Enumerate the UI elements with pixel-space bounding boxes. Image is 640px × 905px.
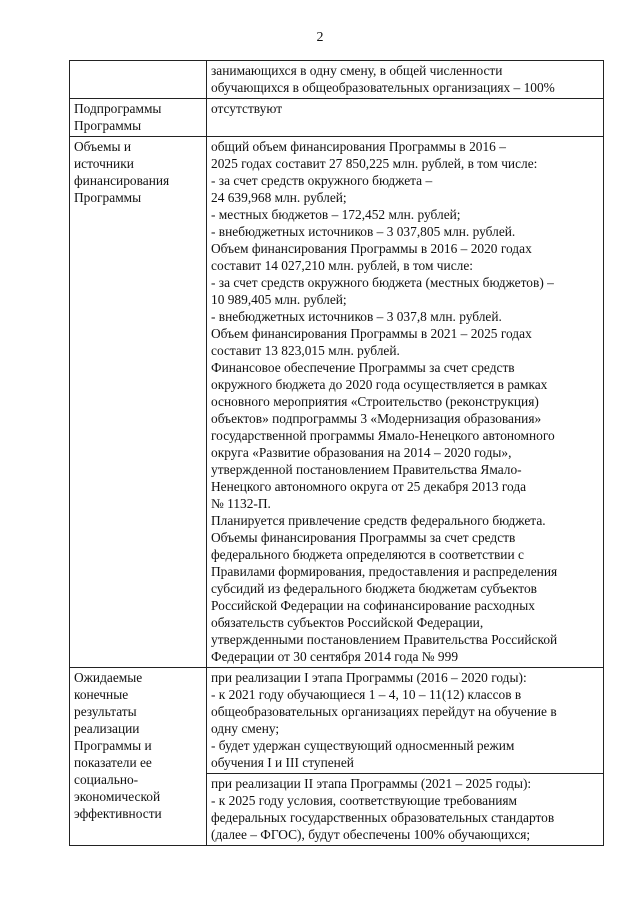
label-line: источники (74, 156, 134, 171)
passport-table (69, 60, 604, 846)
text-line: обязательств субъектов Российской Федерации, (211, 615, 484, 630)
text-line: - к 2021 году обучающиеся 1 – 4, 10 – 11(12) классов в (211, 687, 522, 702)
text-line: Ненецкого автономного округа от 25 декабря 2013 года (211, 479, 527, 494)
text-line: обучения I и III ступеней (211, 755, 354, 770)
label-line: социально- (74, 772, 139, 787)
text-line: утвержденной постановлением Правительства Ямало- (211, 462, 522, 477)
text-line: объектов» подпрограммы 3 «Модернизация образования» (211, 411, 542, 426)
label-line: Подпрограммы (74, 101, 162, 116)
text-line: 10 989,405 млн. рублей; (211, 292, 347, 307)
text-line: (далее – ФГОС), будут обеспечены 100% обучающихся; (211, 827, 531, 842)
text-line: общеобразовательных организациях перейдут на обучение в (211, 704, 557, 719)
text-line: Объемы финансирования Программы за счет средств (211, 530, 516, 545)
row-label-cell (70, 137, 207, 668)
text-line: отсутствуют (211, 101, 283, 116)
text-line: Планируется привлечение средств федерального бюджета. (211, 513, 546, 528)
table-row (70, 668, 604, 774)
row-label-cell (70, 61, 207, 99)
text-line: 24 639,968 млн. рублей; (211, 190, 347, 205)
table-row (70, 137, 604, 668)
row-label-cell (70, 99, 207, 137)
label-line: Программы (74, 190, 142, 205)
text-line: Федерации от 30 сентября 2014 года № 999 (211, 649, 459, 664)
text-line: - за счет средств окружного бюджета – (211, 173, 433, 188)
text-line: Российской Федерации на софинансирование расходных (211, 598, 535, 613)
text-line: - местных бюджетов – 172,452 млн. рублей; (211, 207, 461, 222)
label-line: Программы и (74, 738, 152, 753)
text-line: - будет удержан существующий односменный режим (211, 738, 515, 753)
text-line: одну смену; (211, 721, 280, 736)
label-line: результаты (74, 704, 137, 719)
text-line: Объем финансирования Программы в 2016 – 2020 годах (211, 241, 532, 256)
row-content-cell (207, 61, 604, 99)
text-line: № 1132-П. (211, 496, 271, 511)
label-line: эффективности (74, 806, 162, 821)
label-line: Программы (74, 118, 142, 133)
table-row (70, 99, 604, 137)
text-line: занимающихся в одну смену, в общей численности (211, 63, 503, 78)
label-line: финансирования (74, 173, 170, 188)
text-line: - к 2025 году условия, соответствующие требованиям (211, 793, 518, 808)
text-line: при реализации II этапа Программы (2021 – 2025 годы): (211, 776, 532, 791)
label-line: Ожидаемые (74, 670, 143, 685)
text-line: 2025 годах составит 27 850,225 млн. рублей, в том числе: (211, 156, 538, 171)
text-line: федеральных государственных образовательных стандартов (211, 810, 555, 825)
text-line: утвержденными постановлением Правительства Российской (211, 632, 558, 647)
table-row (70, 61, 604, 99)
text-line: - за счет средств окружного бюджета (местных бюджетов) – (211, 275, 554, 290)
text-line: составит 14 027,210 млн. рублей, в том числе: (211, 258, 473, 273)
text-line: составит 13 823,015 млн. рублей. (211, 343, 400, 358)
text-line: - внебюджетных источников – 3 037,805 млн. рублей. (211, 224, 516, 239)
text-line: общий объем финансирования Программы в 2016 – (211, 139, 506, 154)
text-line: Финансовое обеспечение Программы за счет средств (211, 360, 515, 375)
text-line: - внебюджетных источников – 3 037,8 млн. рублей. (211, 309, 502, 324)
label-line: Объемы и (74, 139, 132, 154)
text-line: Объем финансирования Программы в 2021 – 2025 годах (211, 326, 532, 341)
text-line: федерального бюджета определяются в соответствии с (211, 547, 524, 562)
label-line: реализации (74, 721, 140, 736)
text-line: при реализации I этапа Программы (2016 – 2020 годы): (211, 670, 527, 685)
label-line: конечные (74, 687, 129, 702)
row-content-cell (207, 137, 604, 668)
row-content-cell (207, 99, 604, 137)
page-number: 2 (316, 30, 324, 45)
text-line: субсидий из федерального бюджета бюджетам субъектов (211, 581, 537, 596)
row-content-cell (207, 774, 604, 846)
label-line: показатели ее (74, 755, 152, 770)
text-line: основного мероприятия «Строительство (реконструкция) (211, 394, 539, 409)
label-line: экономической (74, 789, 161, 804)
text-line: государственной программы Ямало-Ненецкого автономного (211, 428, 555, 443)
row-label-cell (70, 668, 207, 846)
text-line: округа «Развитие образования на 2014 – 2020 годы», (211, 445, 512, 460)
row-content-cell (207, 668, 604, 774)
text-line: обучающихся в общеобразовательных организациях – 100% (211, 80, 555, 95)
text-line: окружного бюджета до 2020 года осуществляется в рамках (211, 377, 548, 392)
text-line: Правилами формирования, предоставления и распределения (211, 564, 558, 579)
